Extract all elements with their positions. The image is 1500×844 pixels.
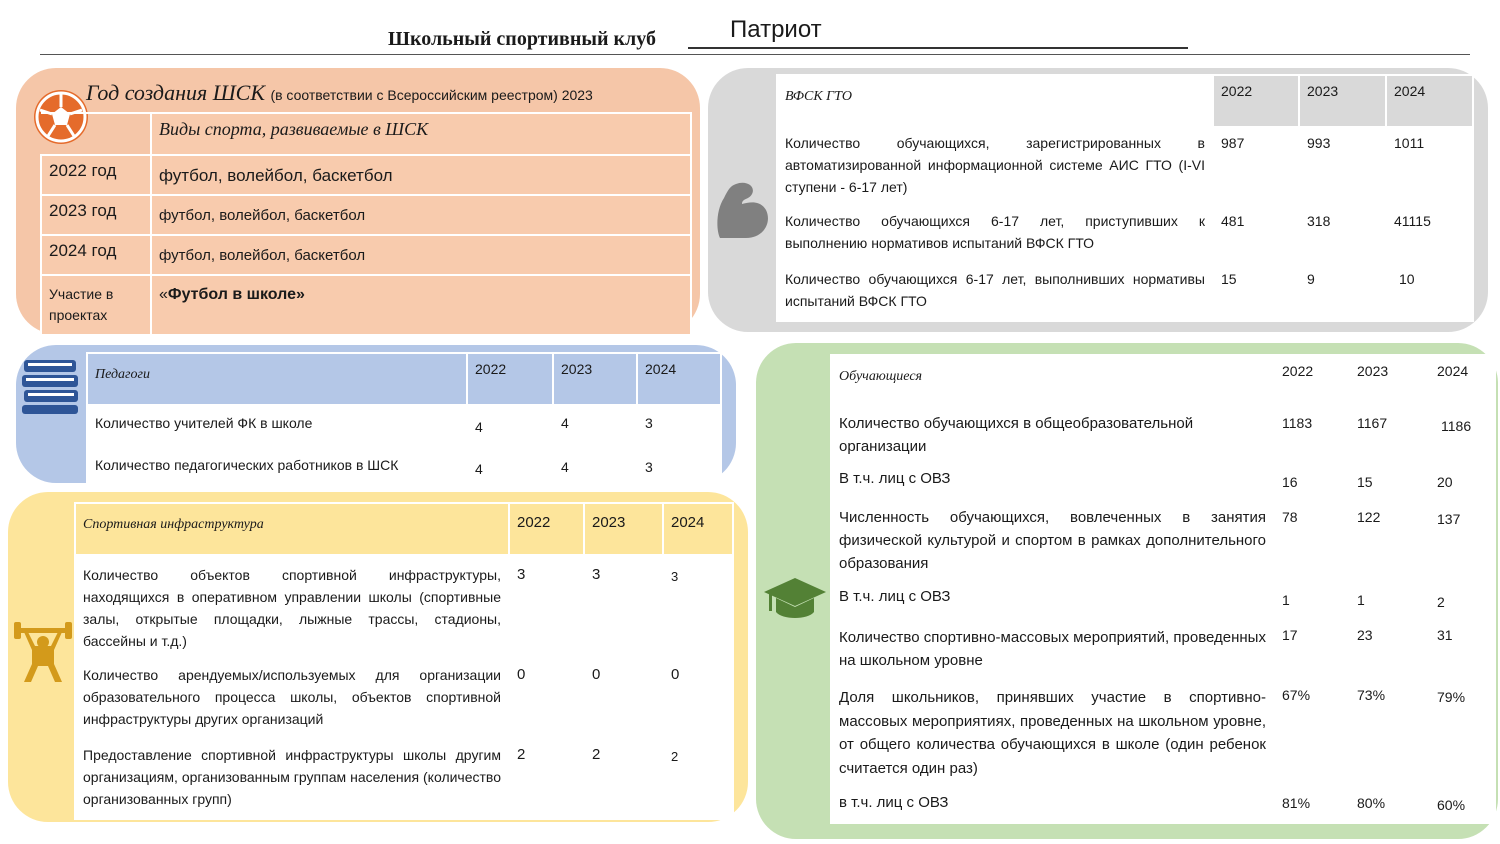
- infra-value: 0: [584, 659, 663, 739]
- weightlifter-icon: [12, 620, 74, 684]
- table-row: [831, 463, 1495, 501]
- teachers-row-label: Количество учителей ФК в школе: [87, 405, 467, 447]
- club-table: [40, 112, 692, 336]
- club-col-header: Виды спорта, развиваемые в ШСК: [151, 113, 691, 155]
- students-value: 31: [1429, 619, 1495, 679]
- table-row: [831, 407, 1495, 463]
- page-title: Школьный спортивный клуб: [388, 28, 656, 50]
- graduation-cap-icon: [762, 576, 828, 624]
- gto-value: 41115: [1386, 205, 1473, 263]
- students-year: 2024: [1429, 355, 1495, 407]
- club-row-label: 2023 год: [41, 195, 151, 235]
- table-row: [777, 127, 1473, 205]
- teachers-value: 4: [467, 405, 553, 447]
- gto-year: 2022: [1213, 75, 1299, 127]
- table-row: [41, 155, 691, 195]
- table-row: [831, 581, 1495, 619]
- club-name: Патриот: [730, 16, 822, 43]
- table-row: [777, 75, 1473, 127]
- infra-value: 2: [663, 739, 733, 819]
- students-value: 17: [1274, 619, 1349, 679]
- table-row: [75, 555, 733, 659]
- club-project-prefix: «: [159, 286, 168, 303]
- table-row: [831, 355, 1495, 407]
- students-value: 67%: [1274, 679, 1349, 787]
- infra-row-label: Количество арендуемых/используемых для организации образовательного процесса школы, объектов спортивной инфраструктуры других организаций: [75, 659, 509, 739]
- students-value: 1186: [1429, 407, 1495, 463]
- table-row: [831, 619, 1495, 679]
- club-title-text: Год создания ШСК: [86, 80, 265, 105]
- club-project-name: Футбол в школе»: [167, 286, 305, 303]
- teachers-title: Педагоги: [87, 353, 467, 405]
- teachers-year: 2023: [553, 353, 637, 405]
- students-row-label: Количество спортивно-массовых мероприятий, проведенных на школьном уровне: [831, 619, 1274, 679]
- table-row: [777, 205, 1473, 263]
- table-row: [777, 263, 1473, 321]
- gto-year: 2023: [1299, 75, 1386, 127]
- students-title: Обучающиеся: [831, 355, 1274, 407]
- table-row: [831, 501, 1495, 581]
- infra-year: 2024: [663, 503, 733, 555]
- gto-value: 9: [1299, 263, 1386, 321]
- table-row: [75, 659, 733, 739]
- students-row-label: в т.ч. лиц с ОВЗ: [831, 787, 1274, 823]
- books-icon: [20, 356, 82, 416]
- students-value: 78: [1274, 501, 1349, 581]
- club-name-underline: [688, 47, 1188, 49]
- table-row: [831, 787, 1495, 823]
- infra-year: 2022: [509, 503, 584, 555]
- club-row-value: футбол, волейбол, баскетбол: [151, 195, 691, 235]
- infra-value: 3: [509, 555, 584, 659]
- students-value: 1167: [1349, 407, 1429, 463]
- students-row-label: В т.ч. лиц с ОВЗ: [831, 463, 1274, 501]
- gto-value: 993: [1299, 127, 1386, 205]
- students-value: 2: [1429, 581, 1495, 619]
- club-header-empty: [41, 113, 151, 155]
- students-year: 2022: [1274, 355, 1349, 407]
- gto-value: 1011: [1386, 127, 1473, 205]
- infra-value: 2: [509, 739, 584, 819]
- students-row-label: В т.ч. лиц с ОВЗ: [831, 581, 1274, 619]
- infra-value: 2: [584, 739, 663, 819]
- students-table: [830, 354, 1496, 824]
- infra-value: 0: [509, 659, 584, 739]
- students-value: 60%: [1429, 787, 1495, 823]
- page-header: [0, 14, 1500, 54]
- teachers-row-label: Количество педагогических работников в ШСК: [87, 447, 467, 489]
- infra-value: 3: [584, 555, 663, 659]
- students-year: 2023: [1349, 355, 1429, 407]
- teachers-value: 4: [467, 447, 553, 489]
- club-row-label: 2022 год: [41, 155, 151, 195]
- gto-table: [776, 74, 1474, 322]
- table-row: [41, 195, 691, 235]
- students-row-label: Доля школьников, принявших участие в спортивно-массовых мероприятиях, проведенных на школьном уровне, от общего количества обучающихся в школе (один ребенок считается один раз): [831, 679, 1274, 787]
- students-row-label: Численность обучающихся, вовлеченных в занятия физической культурой и спортом в рамках дополнительного образования: [831, 501, 1274, 581]
- infra-value: 3: [663, 555, 733, 659]
- students-value: 16: [1274, 463, 1349, 501]
- gto-year: 2024: [1386, 75, 1473, 127]
- table-row: [87, 405, 721, 447]
- infra-table: [74, 502, 734, 820]
- gto-title: ВФСК ГТО: [777, 75, 1213, 127]
- muscle-arm-icon: [716, 180, 772, 242]
- teachers-table: [86, 352, 722, 490]
- students-value: 73%: [1349, 679, 1429, 787]
- students-value: 20: [1429, 463, 1495, 501]
- table-row: [41, 275, 691, 335]
- table-row: [87, 447, 721, 489]
- table-row: [41, 113, 691, 155]
- club-title-note: (в соответствии с Всероссийским реестром) 2023: [270, 87, 593, 103]
- gto-value: 10: [1386, 263, 1473, 321]
- club-project-cell: [151, 275, 691, 335]
- infra-row-label: Количество объектов спортивной инфраструктуры, находящихся в оперативном управлении школы (спортивные залы, открытые площадки, лыжные трассы, стадионы, бассейны и т.д.): [75, 555, 509, 659]
- gto-value: 987: [1213, 127, 1299, 205]
- header-divider: [40, 54, 1470, 55]
- club-row-label: 2024 год: [41, 235, 151, 275]
- gto-row-label: Количество обучающихся 6-17 лет, приступивших к выполнению нормативов испытаний ВФСК ГТО: [777, 205, 1213, 263]
- gto-row-label: Количество обучающихся 6-17 лет, выполнивших нормативы испытаний ВФСК ГТО: [777, 263, 1213, 321]
- infra-year: 2023: [584, 503, 663, 555]
- infra-value: 0: [663, 659, 733, 739]
- teachers-value: 3: [637, 405, 721, 447]
- club-row-value: футбол, волейбол, баскетбол: [151, 155, 691, 195]
- infra-row-label: Предоставление спортивной инфраструктуры школы другим организациям, организованным группам населения (количество организованных групп): [75, 739, 509, 819]
- gto-value: 15: [1213, 263, 1299, 321]
- table-row: [75, 503, 733, 555]
- students-row-label: Количество обучающихся в общеобразовательной организации: [831, 407, 1274, 463]
- club-title: [86, 80, 593, 106]
- teachers-year: 2024: [637, 353, 721, 405]
- gto-value: 481: [1213, 205, 1299, 263]
- students-value: 137: [1429, 501, 1495, 581]
- students-value: 122: [1349, 501, 1429, 581]
- students-value: 80%: [1349, 787, 1429, 823]
- teachers-value: 3: [637, 447, 721, 489]
- club-row-value: футбол, волейбол, баскетбол: [151, 235, 691, 275]
- students-value: 1183: [1274, 407, 1349, 463]
- club-row-label: Участие в проектах: [41, 275, 151, 335]
- infra-title: Спортивная инфраструктура: [75, 503, 509, 555]
- table-row: [41, 235, 691, 275]
- students-value: 23: [1349, 619, 1429, 679]
- table-row: [75, 739, 733, 819]
- teachers-value: 4: [553, 447, 637, 489]
- teachers-value: 4: [553, 405, 637, 447]
- students-value: 15: [1349, 463, 1429, 501]
- students-value: 1: [1274, 581, 1349, 619]
- students-value: 1: [1349, 581, 1429, 619]
- gto-row-label: Количество обучающихся, зарегистрированных в автоматизированной информационной системе АИС ГТО (I-VI ступени - 6-17 лет): [777, 127, 1213, 205]
- table-row: [87, 353, 721, 405]
- teachers-year: 2022: [467, 353, 553, 405]
- students-value: 79%: [1429, 679, 1495, 787]
- table-row: [831, 679, 1495, 787]
- students-value: 81%: [1274, 787, 1349, 823]
- gto-value: 318: [1299, 205, 1386, 263]
